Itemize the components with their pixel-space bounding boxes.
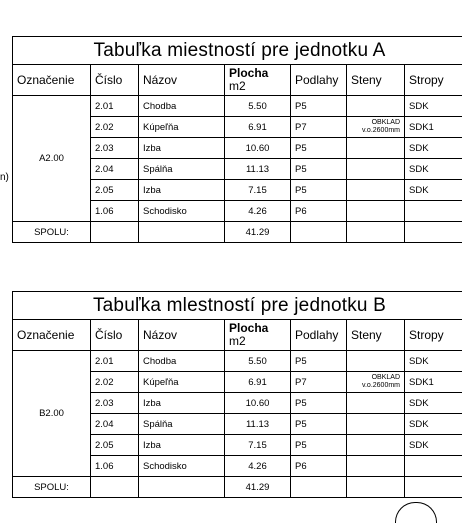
total-empty [139, 222, 225, 243]
header-walls: Steny [347, 320, 405, 351]
room-floor: P5 [291, 351, 347, 372]
header-area [225, 320, 291, 351]
room-ceiling: SDK [405, 414, 462, 435]
room-number: 2.04 [91, 159, 139, 180]
room-ceiling: SDK1 [405, 117, 462, 138]
header-mark: Označenie [13, 320, 91, 351]
room-floor: P5 [291, 138, 347, 159]
cropped-text-fragment: n) [0, 172, 9, 183]
table-title: Tabuľka miestností pre jednotku A [13, 37, 462, 65]
room-floor: P7 [291, 117, 347, 138]
room-number: 2.05 [91, 435, 139, 456]
room-number: 2.02 [91, 117, 139, 138]
room-ceiling: SDK [405, 351, 462, 372]
total-empty [139, 477, 225, 498]
room-walls [347, 138, 405, 159]
room-walls: OBKLAD v.o.2600mm [347, 372, 405, 393]
header-floor: Podlahy [291, 320, 347, 351]
room-name: Spálňa [139, 414, 225, 435]
room-ceiling: SDK [405, 435, 462, 456]
room-floor: P6 [291, 456, 347, 477]
room-table-a [12, 36, 462, 243]
unit-mark: B2.00 [13, 351, 91, 477]
total-empty [347, 477, 405, 498]
room-floor: P5 [291, 180, 347, 201]
room-ceiling: SDK [405, 180, 462, 201]
unit-mark: A2.00 [13, 96, 91, 222]
header-number: Číslo [91, 320, 139, 351]
room-walls: OBKLAD v.o.2600mm [347, 117, 405, 138]
room-number: 1.06 [91, 201, 139, 222]
total-empty [91, 477, 139, 498]
header-ceiling: Stropy [405, 65, 462, 96]
room-walls [347, 456, 405, 477]
room-number: 2.01 [91, 351, 139, 372]
header-walls: Steny [347, 65, 405, 96]
room-floor: P6 [291, 201, 347, 222]
room-walls [347, 393, 405, 414]
total-label: SPOLU: [13, 477, 91, 498]
room-floor: P5 [291, 159, 347, 180]
room-name: Spálňa [139, 159, 225, 180]
table-row [13, 96, 462, 117]
room-name: Schodisko [139, 201, 225, 222]
header-number: Číslo [91, 65, 139, 96]
room-area: 5.50 [225, 96, 291, 117]
room-walls [347, 351, 405, 372]
room-number: 2.04 [91, 414, 139, 435]
room-area: 7.15 [225, 180, 291, 201]
total-empty [291, 222, 347, 243]
header-mark: Označenie [13, 65, 91, 96]
total-empty [347, 222, 405, 243]
drawing-arc [395, 502, 437, 523]
room-name: Chodba [139, 351, 225, 372]
room-ceiling: SDK [405, 138, 462, 159]
room-walls [347, 435, 405, 456]
room-name: Chodba [139, 96, 225, 117]
room-name: Kúpeľňa [139, 372, 225, 393]
room-name: Kúpeľňa [139, 117, 225, 138]
room-area: 10.60 [225, 393, 291, 414]
room-walls [347, 96, 405, 117]
header-area [225, 65, 291, 96]
total-empty [405, 222, 462, 243]
header-area-label: Plocha [229, 66, 268, 80]
room-number: 1.06 [91, 456, 139, 477]
room-area: 10.60 [225, 138, 291, 159]
room-number: 2.03 [91, 393, 139, 414]
header-area-label: Plocha [229, 321, 268, 335]
room-name: Izba [139, 180, 225, 201]
room-floor: P5 [291, 96, 347, 117]
header-area-unit: m2 [229, 335, 290, 348]
room-name: Izba [139, 393, 225, 414]
room-number: 2.02 [91, 372, 139, 393]
room-floor: P7 [291, 372, 347, 393]
room-ceiling: SDK [405, 393, 462, 414]
room-ceiling [405, 201, 462, 222]
table-row [13, 351, 462, 372]
header-area-unit: m2 [229, 80, 290, 93]
room-floor: P5 [291, 435, 347, 456]
total-empty [91, 222, 139, 243]
room-walls [347, 414, 405, 435]
total-empty [405, 477, 462, 498]
room-area: 6.91 [225, 372, 291, 393]
total-area: 41.29 [225, 477, 291, 498]
room-number: 2.03 [91, 138, 139, 159]
room-number: 2.05 [91, 180, 139, 201]
room-ceiling: SDK [405, 96, 462, 117]
room-area: 7.15 [225, 435, 291, 456]
total-label: SPOLU: [13, 222, 91, 243]
room-area: 11.13 [225, 159, 291, 180]
total-area: 41.29 [225, 222, 291, 243]
room-number: 2.01 [91, 96, 139, 117]
header-name: Názov [139, 320, 225, 351]
header-ceiling: Stropy [405, 320, 462, 351]
room-ceiling [405, 456, 462, 477]
room-ceiling: SDK [405, 159, 462, 180]
room-area: 4.26 [225, 456, 291, 477]
room-area: 11.13 [225, 414, 291, 435]
header-floor: Podlahy [291, 65, 347, 96]
room-walls [347, 201, 405, 222]
room-walls [347, 159, 405, 180]
room-floor: P5 [291, 414, 347, 435]
room-area: 6.91 [225, 117, 291, 138]
room-name: Schodisko [139, 456, 225, 477]
room-name: Izba [139, 138, 225, 159]
total-empty [291, 477, 347, 498]
room-name: Izba [139, 435, 225, 456]
header-name: Názov [139, 65, 225, 96]
table-title: Tabuľka mlestností pre jednotku B [13, 292, 462, 320]
room-table-b [12, 291, 462, 498]
room-area: 4.26 [225, 201, 291, 222]
room-ceiling: SDK1 [405, 372, 462, 393]
room-walls [347, 180, 405, 201]
room-area: 5.50 [225, 351, 291, 372]
room-floor: P5 [291, 393, 347, 414]
